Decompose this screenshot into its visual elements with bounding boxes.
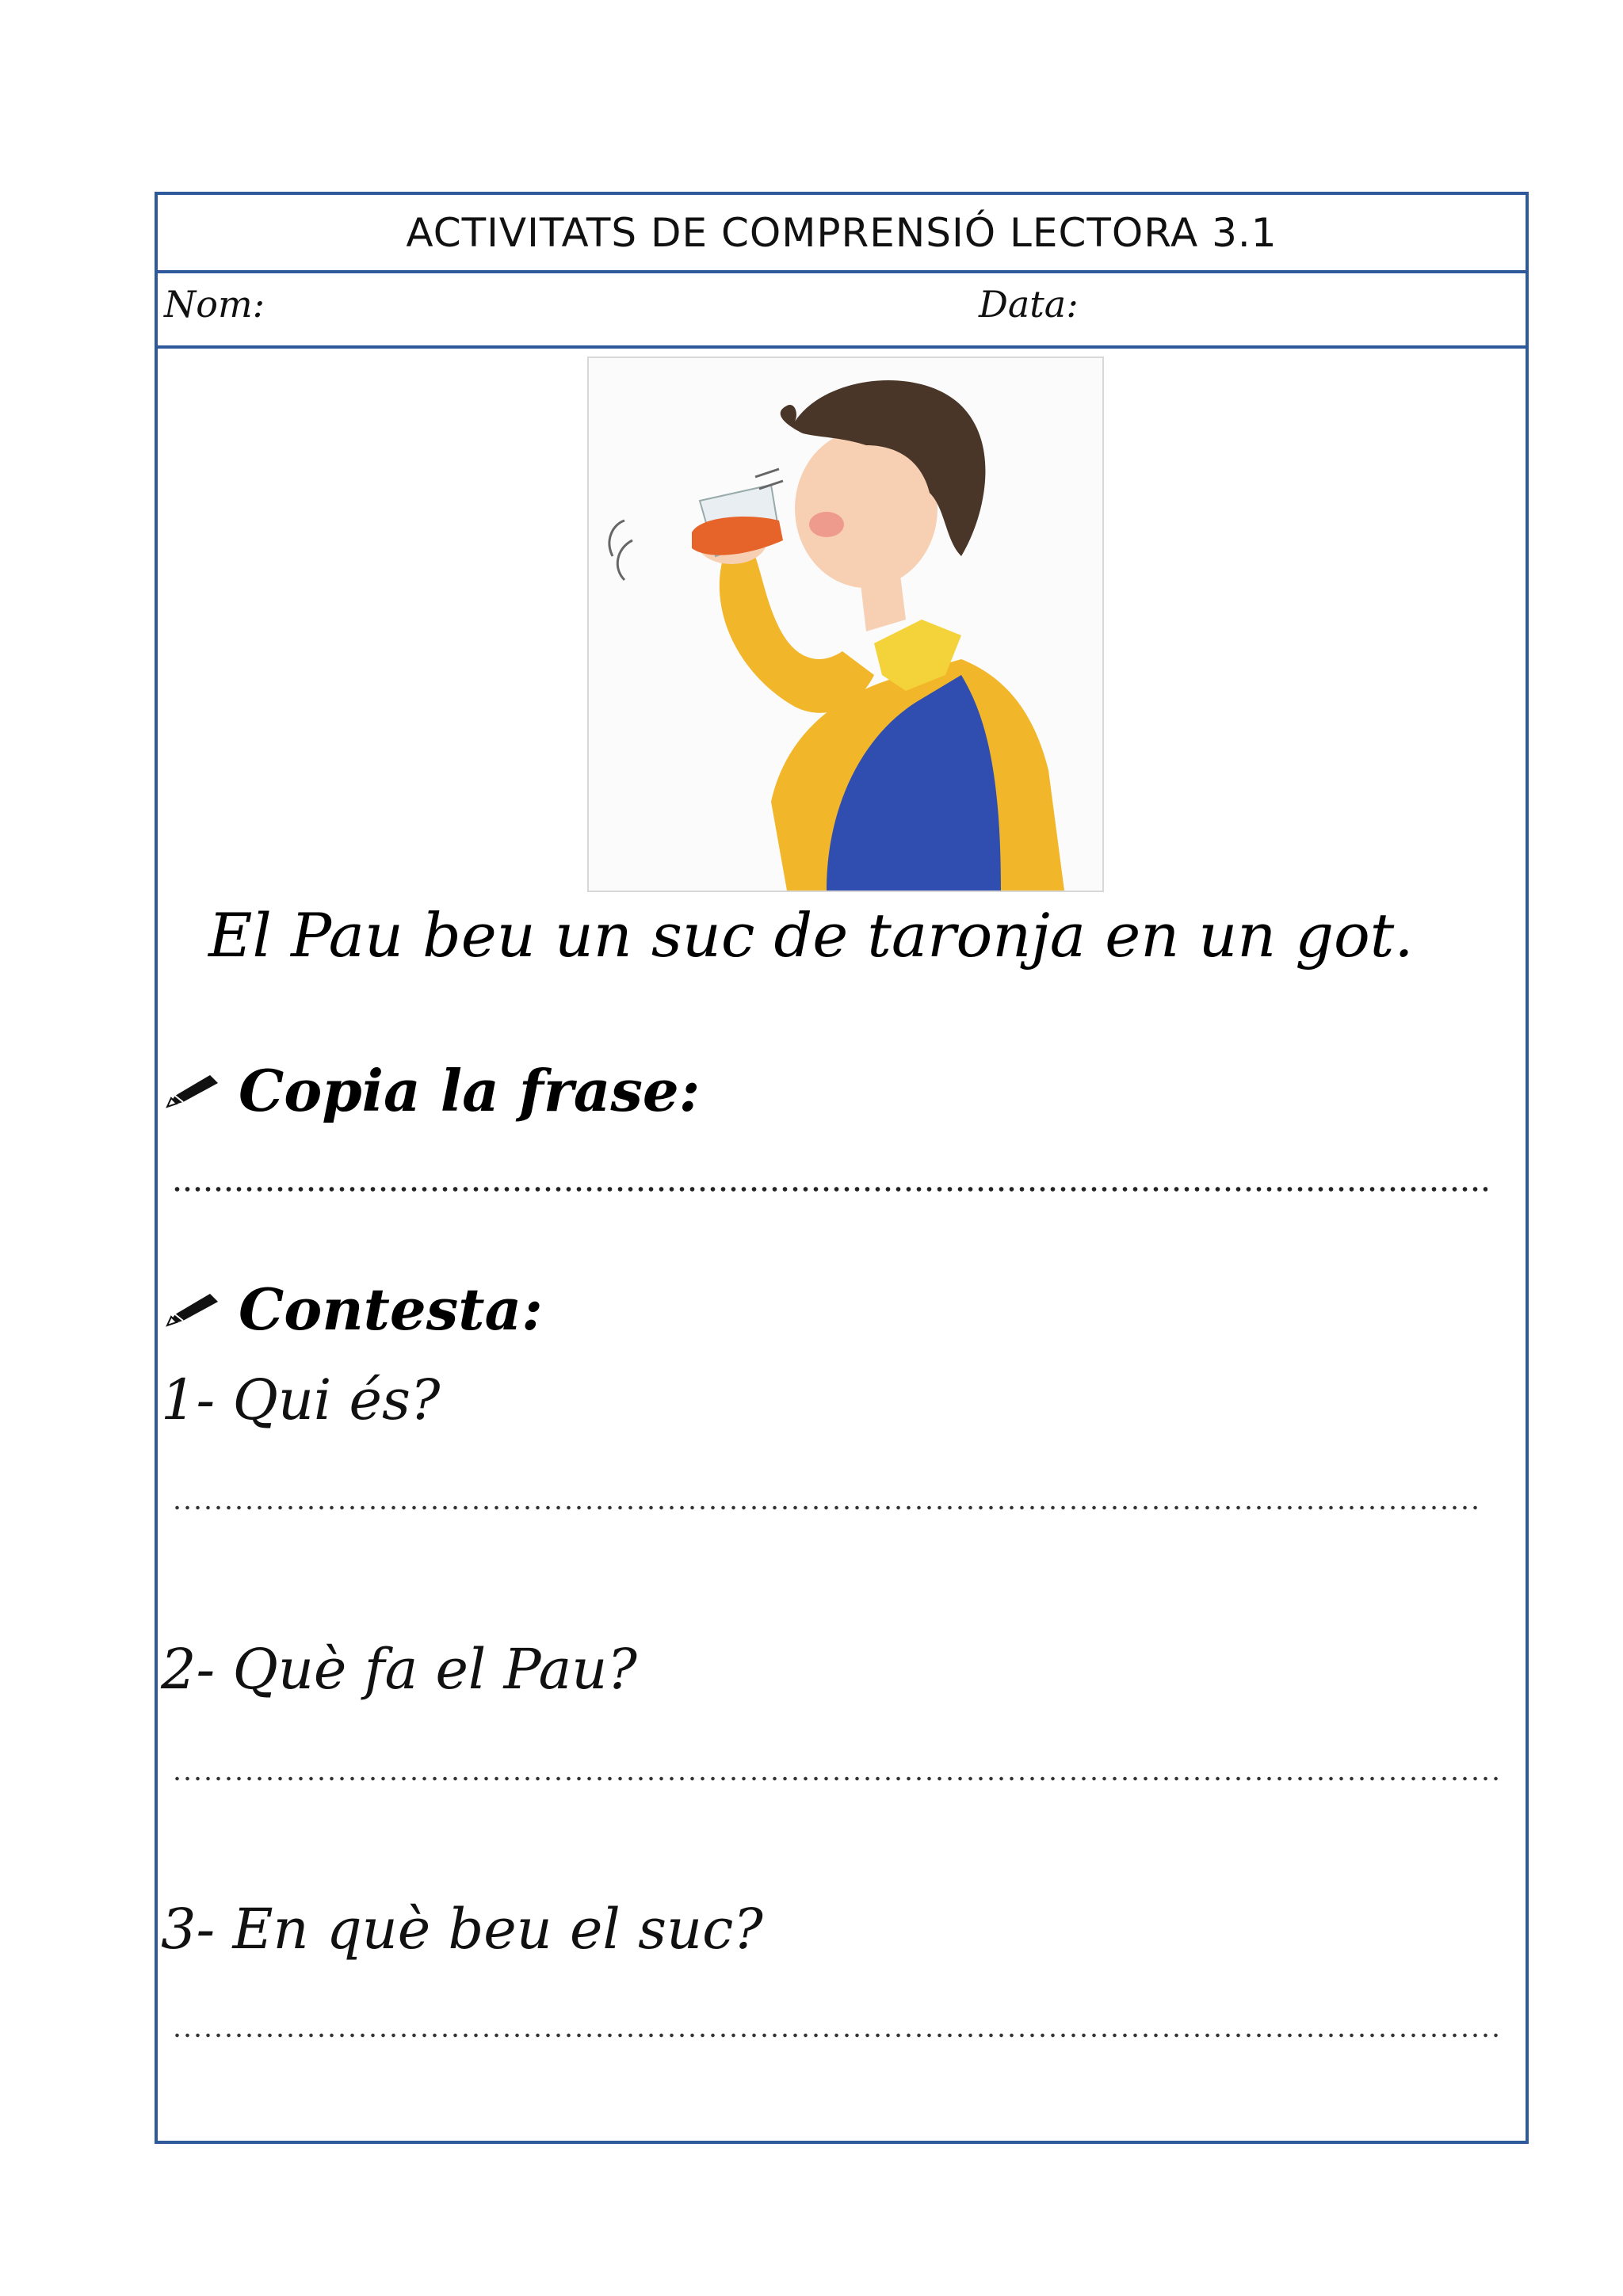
answer-line-1[interactable]	[172, 1504, 1480, 1512]
name-label: Nom:	[164, 283, 265, 326]
worksheet	[155, 192, 1529, 2144]
answer-line-2[interactable]	[172, 1775, 1503, 1783]
name-date-row	[158, 270, 1526, 349]
pencil-icon	[164, 1072, 221, 1110]
answer-line-3[interactable]	[172, 2031, 1503, 2039]
copy-heading	[164, 1057, 700, 1124]
question-1: 1- Qui és?	[161, 1367, 441, 1432]
copy-heading-text: Copia la frase:	[239, 1057, 701, 1124]
pencil-icon	[164, 1291, 221, 1329]
worksheet-title: ACTIVITATS DE COMPRENSIÓ LECTORA 3.1	[406, 209, 1277, 256]
copy-answer-line[interactable]	[172, 1185, 1487, 1193]
answer-heading	[164, 1276, 543, 1343]
date-label: Data:	[979, 283, 1079, 326]
question-2: 2- Què fa el Pau?	[161, 1637, 637, 1702]
boy-drinking-illustration	[587, 357, 1104, 892]
answer-heading-text: Contesta:	[239, 1276, 543, 1343]
question-3: 3- En què beu el suc?	[161, 1897, 763, 1962]
reading-sentence: El Pau beu un suc de taronja en un got.	[208, 900, 1414, 971]
title-row	[158, 195, 1526, 273]
